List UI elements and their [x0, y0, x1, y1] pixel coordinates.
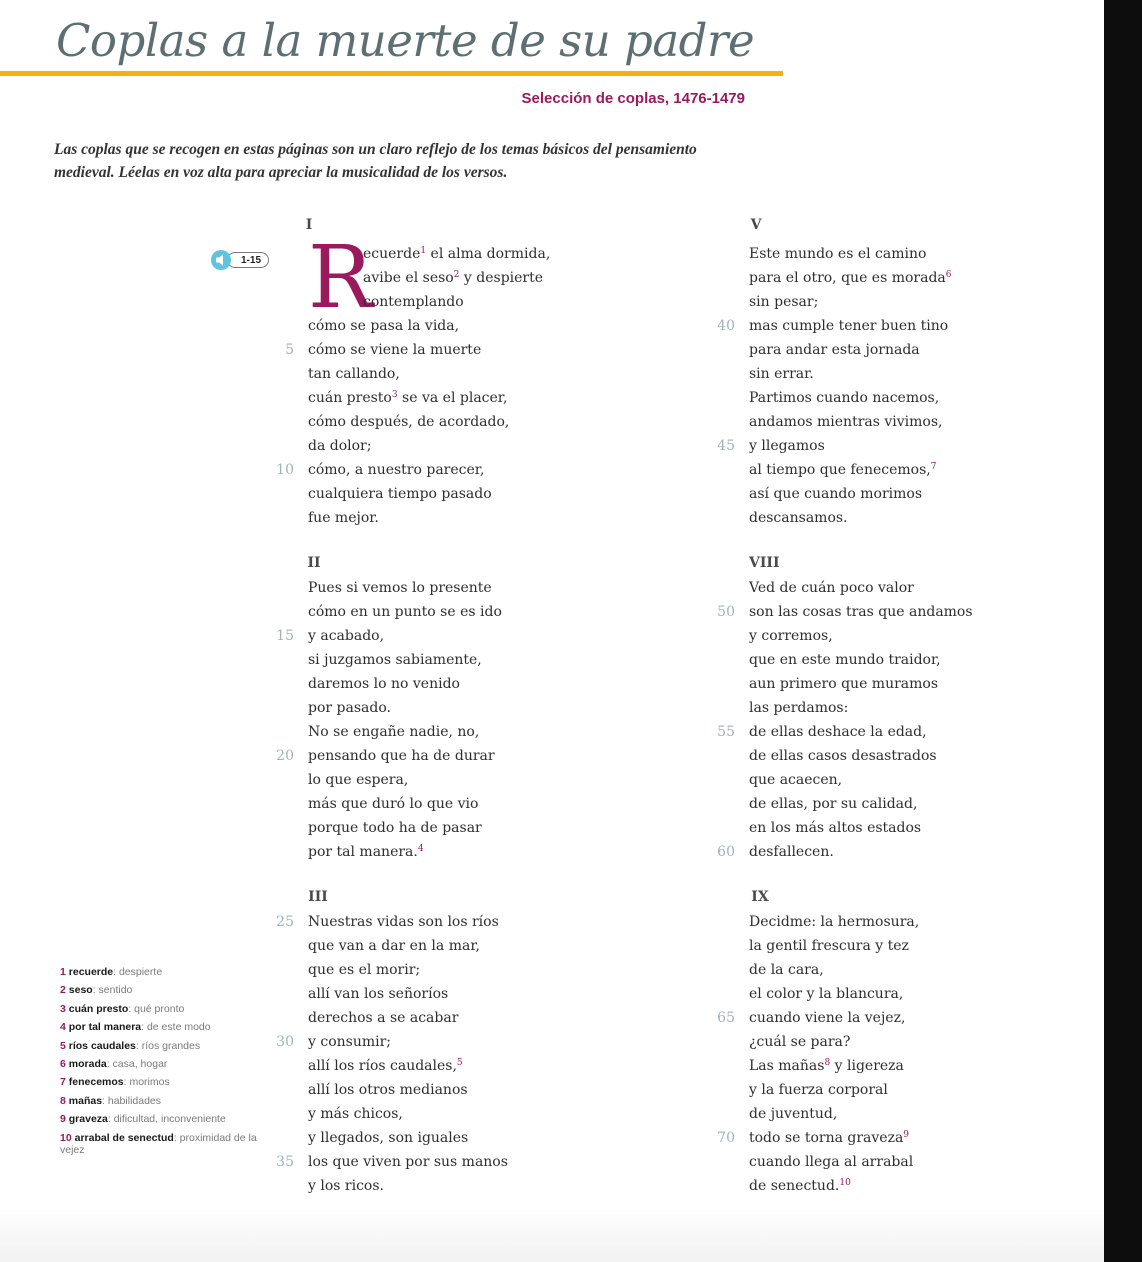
verse-line	[363, 242, 550, 266]
verse-text: fue mejor.	[308, 510, 379, 526]
verse-line	[308, 934, 480, 958]
verse-text: para el otro, que es morada	[749, 270, 946, 286]
verse-line	[749, 482, 922, 506]
verse-line	[717, 434, 825, 458]
verse-text: pensando que ha de durar	[308, 748, 495, 764]
verse-line	[717, 600, 973, 624]
verse-text: y ligereza	[830, 1058, 904, 1074]
verse-line	[308, 672, 460, 696]
verse-text: cuando viene la vejez,	[749, 1010, 906, 1026]
verse-text: derechos a se acabar	[308, 1010, 459, 1026]
verse-text: tan callando,	[308, 366, 400, 382]
footnote-number: 3	[60, 1002, 69, 1015]
verse-line	[308, 600, 502, 624]
footnote-item	[60, 984, 280, 996]
footnote-term: morada	[68, 1057, 107, 1070]
line-number: 5	[285, 342, 294, 358]
verse-text: cómo se pasa la vida,	[308, 318, 460, 334]
verse-line	[308, 1126, 468, 1150]
verse-text: y llegados, son iguales	[308, 1130, 469, 1146]
verse-line	[749, 816, 921, 840]
footnote-item	[60, 1113, 280, 1125]
footnote-marker[interactable]: 1	[420, 246, 427, 256]
verse-line	[749, 410, 942, 434]
verse-text: aun primero que muramos	[749, 676, 939, 692]
verse-text: se va el placer,	[397, 390, 508, 406]
verse-text: de senectud.	[749, 1178, 840, 1194]
verse-line	[749, 506, 848, 530]
stanza-numeral: V	[741, 212, 771, 238]
footnote-item	[60, 1095, 280, 1107]
stanza-numeral: IX	[745, 884, 775, 910]
footnote-number: 7	[60, 1076, 69, 1089]
footnote-term: arrabal de senectud	[74, 1131, 174, 1144]
footnote-marker[interactable]: 6	[945, 270, 952, 280]
footnote-number: 1	[60, 966, 69, 978]
verse-line	[717, 720, 927, 744]
verse-text: lo que espera,	[308, 772, 409, 788]
verse-line	[308, 1174, 384, 1198]
footnote-definition: : ríos grandes	[135, 1039, 201, 1052]
verse-text: y los ricos.	[308, 1178, 384, 1194]
verse-text: el color y la blancura,	[749, 986, 904, 1002]
verse-text: al tiempo que fenecemos,	[749, 462, 931, 478]
verse-line	[308, 410, 509, 434]
verse-line	[749, 458, 936, 482]
verse-text: cuán presto	[308, 390, 392, 406]
line-number: 15	[276, 628, 294, 644]
verse-text: en los más altos estados	[749, 820, 922, 836]
verse-text: y la fuerza corporal	[749, 1082, 888, 1098]
verse-line	[749, 1030, 850, 1054]
verse-text: y acabado,	[308, 628, 385, 644]
footnote-marker[interactable]: 10	[839, 1178, 851, 1188]
verse-text: ¿cuál se para?	[749, 1034, 851, 1050]
verse-text: No se engañe nadie, no,	[308, 724, 480, 740]
drop-cap: R	[308, 228, 373, 328]
verse-line	[308, 1054, 463, 1078]
verse-text: cómo se viene la muerte	[308, 342, 482, 358]
verse-line	[308, 648, 482, 672]
verse-line	[285, 338, 482, 362]
verse-line	[749, 338, 920, 362]
verse-line	[749, 1054, 904, 1078]
verse-text: y corremos,	[749, 628, 833, 644]
speaker-icon	[216, 254, 226, 266]
verse-text: por tal manera.	[308, 844, 418, 860]
verse-text: ecuerde	[363, 246, 421, 262]
verse-line	[749, 672, 938, 696]
verse-text: son las cosas tras que andamos	[749, 604, 973, 620]
verse-line	[749, 1102, 837, 1126]
verse-text: el alma dormida,	[426, 246, 551, 262]
verse-text: allí van los señoríos	[308, 986, 449, 1002]
footnote-number: 9	[60, 1113, 69, 1126]
verse-text: Las mañas	[749, 1058, 825, 1074]
verse-text: por pasado.	[308, 700, 391, 716]
verse-line	[749, 792, 917, 816]
footnote-item	[60, 1040, 280, 1052]
verse-line	[308, 840, 424, 864]
footnote-marker[interactable]: 4	[417, 844, 424, 854]
line-number: 70	[717, 1130, 735, 1146]
verse-line	[749, 1078, 888, 1102]
verse-line	[749, 242, 926, 266]
verse-line	[308, 696, 391, 720]
verse-line	[749, 982, 903, 1006]
verse-text: porque todo ha de pasar	[308, 820, 482, 836]
verse-line	[276, 458, 485, 482]
footnote-definition: : sentido	[92, 984, 133, 997]
subtitle: Selección de coplas, 1476-1479	[521, 90, 745, 107]
verse-text: que en este mundo traidor,	[749, 652, 941, 668]
footnote-item	[60, 1076, 280, 1088]
verse-line	[308, 1078, 468, 1102]
verse-line	[749, 648, 941, 672]
line-number: 35	[276, 1154, 294, 1170]
verse-text: da dolor;	[308, 438, 372, 454]
verse-line	[717, 1126, 910, 1150]
line-number: 40	[717, 318, 735, 334]
verse-text: de ellas deshace la edad,	[749, 724, 927, 740]
verse-text: cómo después, de acordado,	[308, 414, 510, 430]
verse-line	[749, 934, 909, 958]
verse-line	[276, 1030, 392, 1054]
verse-text: que acaecen,	[749, 772, 843, 788]
verse-text: Nuestras vidas son los ríos	[308, 914, 499, 930]
verse-text: Decidme: la hermosura,	[749, 914, 920, 930]
verse-text: andamos mientras vivimos,	[749, 414, 943, 430]
audio-track-button[interactable]	[211, 250, 269, 270]
footnote-number: 4	[60, 1021, 69, 1034]
verse-line	[749, 386, 939, 410]
verse-line	[308, 982, 448, 1006]
footnote-marker[interactable]: 2	[453, 270, 460, 280]
verse-text: de ellas casos desastrados	[749, 748, 937, 764]
footnote-marker[interactable]: 8	[824, 1058, 831, 1068]
verse-text: y consumir;	[308, 1034, 392, 1050]
verse-text: allí los ríos caudales,	[308, 1058, 457, 1074]
stanza-numeral: II	[299, 550, 329, 576]
verse-text: que es el morir;	[308, 962, 421, 978]
line-number: 55	[717, 724, 735, 740]
verse-text: y más chicos,	[308, 1106, 403, 1122]
footnote-definition: : qué pronto	[128, 1002, 185, 1015]
verse-text: sin pesar;	[749, 294, 819, 310]
verse-text: si juzgamos sabiamente,	[308, 652, 482, 668]
verse-line	[276, 624, 385, 648]
footnote-number: 10	[60, 1131, 75, 1144]
verse-text: descansamos.	[749, 510, 848, 526]
line-number: 45	[717, 438, 735, 454]
title-underline	[0, 71, 783, 76]
verse-line	[308, 314, 459, 338]
verse-text: daremos lo no venido	[308, 676, 460, 692]
line-number: 60	[717, 844, 735, 860]
footnote-number: 8	[60, 1094, 69, 1107]
verse-text: Partimos cuando nacemos,	[749, 390, 940, 406]
verse-line	[749, 1174, 851, 1198]
footnote-term: cuán presto	[68, 1002, 129, 1015]
verse-line	[308, 816, 482, 840]
footnote-marker[interactable]: 9	[903, 1130, 910, 1140]
verse-text: y llegamos	[749, 438, 825, 454]
verse-line	[749, 576, 914, 600]
verse-text: todo se torna graveza	[749, 1130, 904, 1146]
verse-line	[749, 362, 814, 386]
line-number: 10	[276, 462, 294, 478]
verse-line	[308, 506, 379, 530]
line-number: 30	[276, 1034, 294, 1050]
line-number: 20	[276, 748, 294, 764]
verse-text: sin errar.	[749, 366, 814, 382]
verse-text: de la cara,	[749, 962, 824, 978]
footnotes-glossary	[60, 966, 280, 1162]
footnote-definition: : habilidades	[102, 1094, 162, 1107]
verse-line	[276, 1150, 508, 1174]
verse-line	[717, 1006, 906, 1030]
verse-line	[749, 1150, 913, 1174]
footnote-number: 2	[60, 984, 69, 997]
footnote-item	[60, 1058, 280, 1070]
footnote-item	[60, 966, 280, 978]
footnote-marker[interactable]: 3	[391, 390, 398, 400]
verse-line	[717, 314, 949, 338]
verse-text: los que viven por sus manos	[308, 1154, 508, 1170]
verse-text: mas cumple tener buen tino	[749, 318, 949, 334]
verse-text: Pues si vemos lo presente	[308, 580, 492, 596]
footnote-item	[60, 1132, 280, 1156]
verse-line	[749, 910, 919, 934]
page-bottom-shade	[0, 1208, 1104, 1262]
verse-text: cómo en un punto se es ido	[308, 604, 502, 620]
verse-line	[276, 744, 495, 768]
stanza-numeral: VIII	[749, 550, 779, 576]
verse-line	[749, 744, 937, 768]
verse-line	[308, 576, 492, 600]
verse-text: avibe el seso	[363, 270, 454, 286]
footnote-item	[60, 1003, 280, 1015]
verse-line	[308, 1102, 403, 1126]
footnote-term: graveza	[68, 1113, 108, 1126]
verse-line	[308, 386, 507, 410]
verse-text: más que duró lo que vio	[308, 796, 479, 812]
footnote-term: seso	[68, 984, 93, 997]
footnote-definition: : morimos	[123, 1076, 170, 1089]
verse-text: las perdamos:	[749, 700, 849, 716]
verse-line	[749, 624, 833, 648]
line-number: 50	[717, 604, 735, 620]
verse-text: cualquiera tiempo pasado	[308, 486, 492, 502]
verse-line	[308, 720, 479, 744]
footnote-marker[interactable]: 7	[930, 462, 937, 472]
footnote-term: mañas	[68, 1094, 103, 1107]
footnote-definition: : despierte	[113, 966, 163, 978]
footnote-term: ríos caudales	[68, 1039, 136, 1052]
verse-line	[308, 958, 420, 982]
verse-line	[749, 696, 848, 720]
footnote-definition: : casa, hogar	[106, 1057, 168, 1070]
verse-line	[363, 266, 543, 290]
footnote-term: por tal manera	[68, 1021, 142, 1034]
verse-line	[308, 362, 400, 386]
footnote-term: recuerde	[68, 966, 114, 978]
verse-line	[749, 266, 952, 290]
verse-text: cómo, a nuestro parecer,	[308, 462, 485, 478]
verse-line	[276, 910, 499, 934]
verse-line	[308, 768, 408, 792]
intro-paragraph: Las coplas que se recogen en estas páginas son un claro reflejo de los temas básicos del pensamiento medieval. Léelas en voz alta para apreciar la musicalidad de los versos.	[54, 141, 697, 181]
verse-text: de juventud,	[749, 1106, 838, 1122]
stanza-numeral: I	[294, 212, 324, 238]
verse-text: allí los otros medianos	[308, 1082, 468, 1098]
verse-text: Este mundo es el camino	[749, 246, 927, 262]
verse-line	[749, 290, 818, 314]
footnote-number: 5	[60, 1039, 69, 1052]
viewer-edge	[1104, 0, 1142, 1262]
verse-line	[363, 290, 464, 314]
footnote-item	[60, 1021, 280, 1033]
verse-text: y despierte	[459, 270, 544, 286]
line-number: 65	[717, 1010, 735, 1026]
page-title: Coplas a la muerte de su padre	[56, 14, 755, 67]
verse-text: de ellas, por su calidad,	[749, 796, 918, 812]
verse-text: que van a dar en la mar,	[308, 938, 480, 954]
footnote-marker[interactable]: 5	[456, 1058, 463, 1068]
verse-text: Ved de cuán poco valor	[749, 580, 914, 596]
footnote-definition: : de este modo	[141, 1021, 211, 1034]
verse-text: contemplando	[363, 294, 464, 310]
verse-line	[717, 840, 834, 864]
verse-line	[308, 434, 371, 458]
stanza-numeral: III	[303, 884, 333, 910]
verse-text: así que cuando morimos	[749, 486, 922, 502]
footnote-number: 6	[60, 1057, 69, 1070]
verse-line	[749, 958, 824, 982]
verse-text: cuando llega al arrabal	[749, 1154, 914, 1170]
verse-line	[308, 482, 492, 506]
verse-line	[308, 1006, 458, 1030]
verse-line	[749, 768, 842, 792]
audio-track-label: 1-15	[227, 252, 269, 268]
footnote-term: fenecemos	[68, 1076, 124, 1089]
line-number: 25	[276, 914, 294, 930]
verse-text: para andar esta jornada	[749, 342, 920, 358]
verse-line	[308, 792, 478, 816]
footnote-definition: : dificultad, inconveniente	[107, 1113, 226, 1126]
footnote-definition: : proximidad de la vejez	[60, 1131, 257, 1156]
verse-text: la gentil frescura y tez	[749, 938, 909, 954]
verse-text: desfallecen.	[749, 844, 834, 860]
